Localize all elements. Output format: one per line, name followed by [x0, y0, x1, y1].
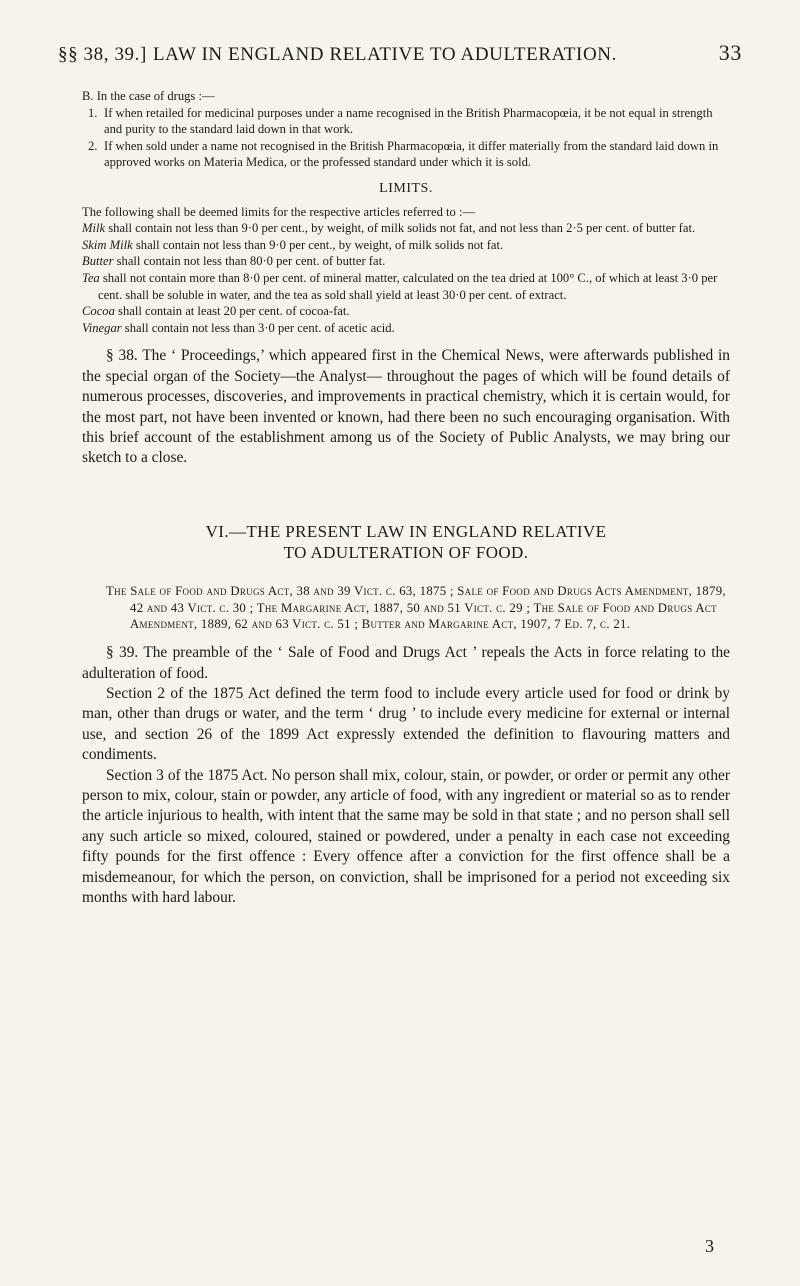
drugs-item-number: 2. — [88, 138, 98, 153]
limit-term: Tea — [82, 270, 100, 285]
section-38-paragraph: § 38. The ‘ Proceedings,’ which appeared first in the Chemical News, were afterwards published in the special organ of the Society—the Analyst— throughout the pages of which will be found details of numerous processes, discoveries, and improvements in practical chemistry, which it is certain would, for the most part, not have been invented or known, had there been no such encouraging organisation. With this brief account of the establishment among us of the Society of Public Analysts, we may bring our sketch to a close. — [82, 347, 730, 467]
limit-term: Butter — [82, 254, 114, 269]
limit-text: shall contain at least 20 per cent. of cocoa-fat. — [114, 304, 350, 319]
limits-heading: LIMITS. — [379, 180, 433, 196]
limit-text: shall not contain more than 8·0 per cent. of mineral matter, calculated on the tea dried at 100° C., of which at least 3·0 per cent. shall be soluble in water, and the tea as sold shall yield at least 30·0 per cent. of extract. — [98, 270, 718, 302]
chapter-heading-line: TO ADULTERATION OF FOOD. — [283, 542, 529, 562]
drugs-clause — [82, 88, 730, 171]
limit-entry — [82, 320, 730, 337]
limit-term: Milk — [82, 221, 106, 236]
limit-term: Skim Milk — [82, 237, 133, 252]
limit-entry — [82, 303, 730, 320]
limit-text: shall contain not less than 3·0 per cent. of acetic acid. — [121, 320, 395, 335]
limit-term: Cocoa — [82, 304, 115, 319]
limit-text: shall contain not less than 80·0 per cent. of butter fat. — [113, 254, 386, 269]
drugs-item-text: If when retailed for medicinal purposes under a name recognised in the British Pharmacopœia, it be not equal in strength and purity to the standard laid down in that work. — [104, 105, 713, 137]
drugs-item — [82, 138, 730, 171]
section-39-paragraph: Section 2 of the 1875 Act defined the term food to include every article used for food or drink by man, other than drugs or water, and the term ‘ drug ’ to include every medicine for external or internal use, and section 26 of the 1899 Act expressly extended the definition to flavouring matters and condiments. — [82, 684, 730, 764]
running-head-sections: §§ 38, 39.] — [58, 44, 147, 65]
limit-entry — [82, 253, 730, 270]
limits-intro: The following shall be deemed limits for the respective articles referred to :— — [82, 204, 476, 219]
limit-text: shall contain not less than 9·0 per cent., by weight, of milk solids not fat. — [132, 237, 504, 252]
drugs-label: B. In the case of drugs :— — [82, 89, 215, 103]
page-number: 33 — [718, 40, 742, 65]
acts-citation: The Sale of Food and Drugs Act, 38 and 39 Vict. c. 63, 1875 ; Sale of Food and Drugs Acts Amendment, 1879, 42 and 43 Vict. c. 30 ; The Margarine Act, 1887, 50 and 51 Vict. c. 29 ; The Sale of Food and Drugs Act Amendment, 1889, 62 and 63 Vict. c. 51 ; Butter and Margarine Act, 1907, 7 Ed. 7, c. 21. — [106, 583, 726, 632]
section-39-paragraph: Section 3 of the 1875 Act. No person shall mix, colour, stain, or powder, or order or permit any other person to mix, colour, stain or powder, any article of food, with any ingredient or material so as to render the article injurious to health, with intent that the same may be sold in that state ; and no person shall sell any such article so mixed, coloured, stained or powdered, under a penalty in each case not exceeding fifty pounds for the first offence : Every offence after a conviction for the first offence shall be a misdemeanour, for which the person, on conviction, shall be imprisoned for a period not exceeding six months with hard labour. — [82, 766, 730, 907]
limits-section — [82, 181, 730, 336]
limit-entry — [82, 220, 730, 237]
chapter-heading — [82, 521, 730, 563]
drugs-item — [82, 105, 730, 138]
chapter-heading-line: VI.—THE PRESENT LAW IN ENGLAND RELATIVE — [205, 521, 607, 541]
limit-term: Vinegar — [82, 320, 122, 335]
drugs-item-number: 1. — [88, 105, 98, 120]
running-head — [58, 40, 742, 66]
limit-entry — [82, 270, 730, 303]
drugs-item-text: If when sold under a name not recognised in the British Pharmacopœia, it differ materially from the standard laid down in approved works on Materia Medica, or the professed standard under which it is sold. — [104, 138, 719, 170]
signature-mark: 3 — [705, 1236, 714, 1256]
limit-entry — [82, 237, 730, 254]
limit-text: shall contain not less than 9·0 per cent., by weight, of milk solids not fat, and not less than 2·5 per cent. of butter fat. — [105, 221, 696, 236]
running-head-title: LAW IN ENGLAND RELATIVE TO ADULTERATION. — [152, 44, 617, 65]
section-39-paragraph: § 39. The preamble of the ‘ Sale of Food and Drugs Act ’ repeals the Acts in force relating to the adulteration of food. — [82, 644, 730, 682]
